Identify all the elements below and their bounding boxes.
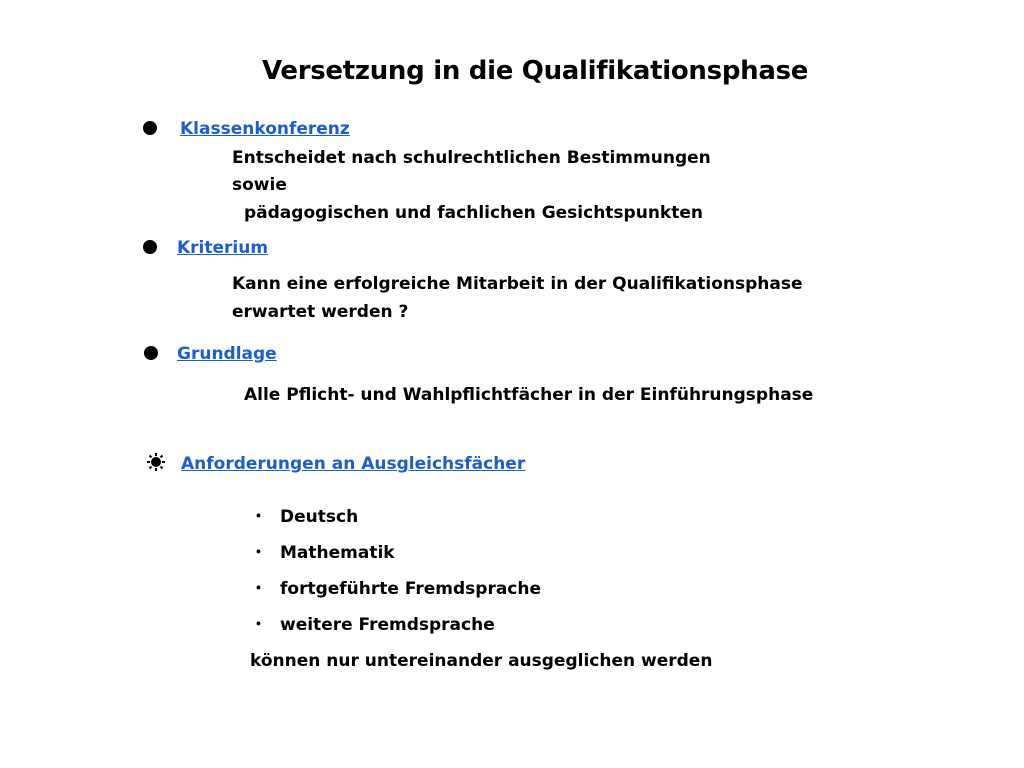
section-text-line: Kann eine erfolgreiche Mitarbeit in der Qualifikationsphase xyxy=(232,274,803,294)
subject-label: fortgeführte Fremdsprache xyxy=(280,579,542,599)
filled-circle-icon xyxy=(144,346,158,360)
section-text-line: sowie xyxy=(232,175,287,195)
subject-label: weitere Fremdsprache xyxy=(280,615,495,635)
list-marker: ・ xyxy=(250,543,267,563)
list-item xyxy=(250,538,395,563)
list-marker: ・ xyxy=(250,579,267,599)
list-marker: ・ xyxy=(250,507,267,527)
link-anforderungen-ausgleichsfaecher[interactable]: Anforderungen an Ausgleichsfächer xyxy=(181,454,526,474)
list-item xyxy=(250,574,541,599)
section-text-line: erwartet werden ? xyxy=(232,302,409,322)
link-kriterium[interactable]: Kriterium xyxy=(177,238,269,258)
subject-label: Mathematik xyxy=(280,543,395,563)
link-klassenkonferenz[interactable]: Klassenkonferenz xyxy=(180,119,350,139)
section-text-line: pädagogischen und fachlichen Gesichtspunkten xyxy=(244,203,703,223)
section-text-line: Entscheidet nach schulrechtlichen Bestimmungen xyxy=(232,148,711,168)
sun-bullet-icon xyxy=(146,452,166,477)
list-item xyxy=(250,502,358,527)
list-item xyxy=(250,610,495,635)
subject-label: Deutsch xyxy=(280,507,359,527)
section-text-line: Alle Pflicht- und Wahlpflichtfächer in der Einführungsphase xyxy=(244,385,814,405)
filled-circle-icon xyxy=(143,121,157,135)
link-grundlage[interactable]: Grundlage xyxy=(177,344,277,364)
section-footer-text: können nur untereinander ausgeglichen werden xyxy=(250,651,713,671)
slide-title: Versetzung in die Qualifikationsphase xyxy=(262,56,809,86)
list-marker: ・ xyxy=(250,615,267,635)
filled-circle-icon xyxy=(143,240,157,254)
